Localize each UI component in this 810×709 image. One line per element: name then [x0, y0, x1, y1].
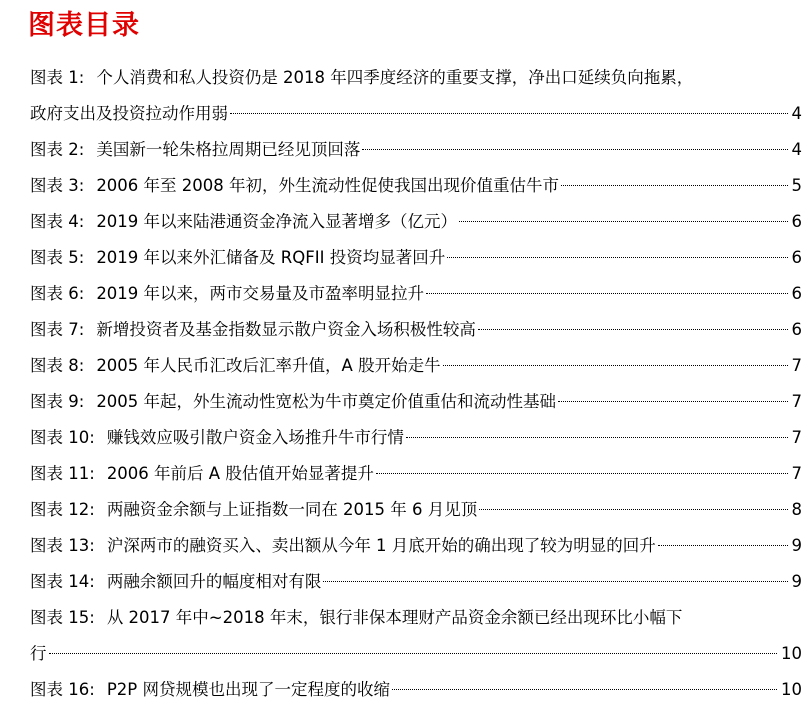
toc-entry[interactable] [30, 276, 802, 312]
figure-title: 2019 年以来外汇储备及 RQFII 投资均显著回升 [96, 248, 446, 267]
dot-leader [447, 257, 787, 258]
page-number: 7 [791, 392, 802, 411]
toc-entry[interactable] [30, 456, 802, 492]
dot-leader [362, 149, 787, 150]
toc-entry-text [30, 132, 360, 168]
figure-label: 图表 8: [30, 356, 85, 375]
figure-label: 图表 5: [30, 248, 85, 267]
figure-title: 政府支出及投资拉动作用弱 [30, 104, 228, 123]
figure-label: 图表 9: [30, 392, 85, 411]
toc-entry-line [30, 600, 802, 636]
figure-label: 图表 14: [30, 572, 95, 591]
toc-entry-text [30, 600, 682, 636]
figure-label: 图表 15: [30, 608, 95, 627]
toc-entry[interactable] [30, 672, 802, 708]
dot-leader [376, 473, 788, 474]
figure-label: 图表 13: [30, 536, 95, 555]
toc-entry-text [30, 636, 47, 672]
figure-title: 2005 年人民币汇改后汇率升值，A 股开始走牛 [96, 356, 441, 375]
toc-entry-line [30, 96, 802, 132]
dot-leader [230, 113, 788, 114]
page-number: 5 [791, 176, 802, 195]
toc-entry-line [30, 312, 802, 348]
toc-entry-text [30, 528, 656, 564]
page-number: 10 [781, 680, 802, 699]
figure-title: 2019 年以来，两市交易量及市盈率明显拉升 [96, 284, 425, 303]
figure-title: 行 [30, 644, 47, 663]
figure-label: 图表 4: [30, 212, 85, 231]
toc-entry-text [30, 168, 559, 204]
toc-entry-text [30, 240, 445, 276]
figure-title: 2019 年以来陆港通资金净流入显著增多（亿元） [96, 212, 458, 231]
dot-leader [558, 401, 787, 402]
toc-entry-line [30, 456, 802, 492]
table-of-figures [30, 60, 802, 708]
toc-entry[interactable] [30, 420, 802, 456]
toc-entry-line [30, 672, 802, 708]
toc-entry-text [30, 312, 476, 348]
toc-entry[interactable] [30, 564, 802, 600]
dot-leader [561, 185, 787, 186]
figure-label: 图表 6: [30, 284, 85, 303]
toc-entry[interactable] [30, 528, 802, 564]
page-number: 4 [791, 140, 802, 159]
figure-label: 图表 3: [30, 176, 85, 195]
toc-entry-line [30, 384, 802, 420]
toc-entry-line [30, 204, 802, 240]
toc-entry-text [30, 204, 457, 240]
figure-title: 赚钱效应吸引散户资金入场推升牛市行情 [106, 428, 404, 447]
page-number: 7 [791, 464, 802, 483]
dot-leader [459, 221, 787, 222]
toc-entry[interactable] [30, 60, 802, 132]
figure-title: 两融余额回升的幅度相对有限 [106, 572, 322, 591]
toc-entry-line [30, 636, 802, 672]
toc-entry-line [30, 60, 802, 96]
toc-entry-line [30, 240, 802, 276]
toc-entry-text [30, 276, 424, 312]
page-title: 图表目录 [28, 10, 140, 41]
dot-leader [443, 365, 788, 366]
page-number: 9 [791, 536, 802, 555]
figure-label: 图表 10: [30, 428, 95, 447]
toc-entry-line [30, 420, 802, 456]
page-number: 6 [791, 212, 802, 231]
figure-label: 图表 11: [30, 464, 95, 483]
toc-entry[interactable] [30, 240, 802, 276]
toc-entry[interactable] [30, 132, 802, 168]
toc-entry-line [30, 348, 802, 384]
toc-entry-line [30, 132, 802, 168]
toc-entry-text [30, 96, 228, 132]
page-number: 6 [791, 248, 802, 267]
toc-entry[interactable] [30, 312, 802, 348]
figure-label: 图表 7: [30, 320, 85, 339]
toc-entry-line [30, 492, 802, 528]
figure-label: 图表 12: [30, 500, 95, 519]
toc-entry-text [30, 384, 556, 420]
figure-label: 图表 16: [30, 680, 95, 699]
page-number: 6 [791, 284, 802, 303]
figure-title: 个人消费和私人投资仍是 2018 年四季度经济的重要支撑，净出口延续负向拖累， [96, 68, 694, 87]
page-number: 9 [791, 572, 802, 591]
toc-entry-text [30, 564, 321, 600]
figure-title: 沪深两市的融资买入、卖出额从今年 1 月底开始的确出现了较为明显的回升 [106, 536, 656, 555]
figure-title: 2006 年前后 A 股估值开始显著提升 [106, 464, 374, 483]
dot-leader [406, 437, 788, 438]
toc-entry-line [30, 528, 802, 564]
toc-entry-line [30, 168, 802, 204]
dot-leader [658, 545, 788, 546]
figure-title: 从 2017 年中~2018 年末，银行非保本理财产品资金余额已经出现环比小幅下 [106, 608, 683, 627]
toc-entry[interactable] [30, 600, 802, 672]
dot-leader [49, 653, 778, 654]
toc-entry-line [30, 276, 802, 312]
figure-label: 图表 1: [30, 68, 85, 87]
page-number: 6 [791, 320, 802, 339]
figure-title: 美国新一轮朱格拉周期已经见顶回落 [96, 140, 361, 159]
toc-entry-text [30, 492, 477, 528]
page-number: 4 [791, 104, 802, 123]
toc-entry-text [30, 672, 390, 708]
figure-title: P2P 网贷规模也出现了一定程度的收缩 [106, 680, 390, 699]
toc-entry-text [30, 348, 441, 384]
toc-entry[interactable] [30, 348, 802, 384]
dot-leader [479, 509, 787, 510]
dot-leader [478, 329, 788, 330]
figure-label: 图表 2: [30, 140, 85, 159]
figure-title: 2006 年至 2008 年初，外生流动性促使我国出现价值重估牛市 [96, 176, 560, 195]
page-number: 10 [781, 644, 802, 663]
figure-title: 2005 年起，外生流动性宽松为牛市奠定价值重估和流动性基础 [96, 392, 557, 411]
dot-leader [392, 689, 777, 690]
toc-entry-line [30, 564, 802, 600]
toc-entry[interactable] [30, 384, 802, 420]
toc-entry-text [30, 420, 404, 456]
toc-entry-text [30, 60, 693, 96]
figure-title: 新增投资者及基金指数显示散户资金入场积极性较高 [96, 320, 476, 339]
page-number: 7 [791, 428, 802, 447]
dot-leader [323, 581, 787, 582]
page-number: 8 [791, 500, 802, 519]
toc-entry[interactable] [30, 204, 802, 240]
page-number: 7 [791, 356, 802, 375]
toc-entry[interactable] [30, 168, 802, 204]
toc-entry-text [30, 456, 374, 492]
figure-title: 两融资金余额与上证指数一同在 2015 年 6 月见顶 [106, 500, 478, 519]
dot-leader [426, 293, 787, 294]
toc-entry[interactable] [30, 492, 802, 528]
